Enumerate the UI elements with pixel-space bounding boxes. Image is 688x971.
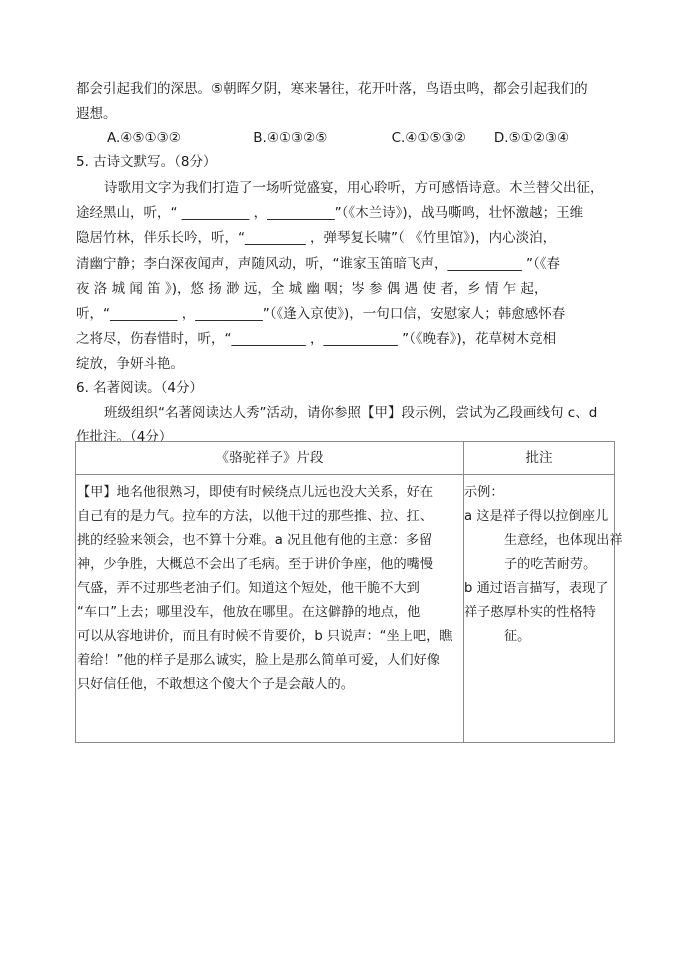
annotation-line: 子的吃苦耐劳。 (504, 557, 597, 572)
annotation-cell (464, 475, 623, 743)
text-line: 清幽宁静；李白深夜闻声，声随风动，听，“谁家玉笛暗飞声，___________ ”（《春 (76, 256, 561, 272)
option-b: B.④①③②⑤ (253, 130, 328, 146)
excerpt-line: 神，少争胜，大概总不会出了毛病。至于讲价争座，他的嘴慢 (77, 557, 434, 572)
annotation-line: 示例： (464, 485, 504, 500)
excerpt-line: 挑的经验来领会，也不算十分难。a 况且他有他的主意：多留 (77, 533, 433, 548)
text-line: 途经黑山，听，“ __________ ，__________”（《木兰诗》)，战马嘶鸣，壮怀激越；王维 (76, 205, 584, 221)
table-header-annotation: 批注 (464, 442, 615, 475)
text-line: 隐居竹林，伴乐长吟，听，“_________ ，弹琴复长啸”（ 《竹里馆》)，内心淡泊， (76, 230, 557, 246)
excerpt-line: 只好信任他，不敢想这个傻大个子是会敲人的。 (77, 677, 354, 692)
answer-options (107, 128, 569, 148)
text-line: 诗歌用文字为我们打造了一场听觉盛宴，用心聆听，方可感悟诗意。木兰替父出征， (104, 180, 604, 196)
excerpt-line: 气盛，弄不过那些老油子们。知道这个短处，他干脆不大到 (77, 581, 420, 596)
option-a: A.④⑤①③② (107, 130, 181, 146)
text-line: 听，“__________ ，__________”（《逢入京使》)，一句口信，安慰家人；韩愈感怀春 (76, 306, 566, 322)
text-line: 班级组织“名著阅读达人秀”活动，请你参照【甲】段示例，尝试为乙段画线句 c、d (104, 405, 598, 421)
text-line: 夜 洛 城 闻 笛 》)，悠 扬 渺 远，全 城 幽 咽；岑 参 偶 遇 使 者，乡 情 乍 起， (76, 281, 548, 297)
option-d: D.⑤①②③④ (493, 130, 570, 146)
text-line: 之将尽，伤春惜时，听，“___________ ，___________ ”（《晚春》)，花草树木竞相 (76, 331, 557, 347)
annotation-line: a 这是祥子得以拉倒座儿 (464, 509, 609, 524)
annotation-line: b 通过语言描写，表现了 (464, 581, 609, 596)
annotation-line: 祥子憨厚朴实的性格特 (464, 605, 596, 620)
text-line: 遐想。 (76, 106, 117, 122)
excerpt-line: 【甲】地名他很熟习，即使有时候绕点儿远也没大关系，好在 (77, 485, 434, 500)
text-line: 绽放，争妍斗艳。 (76, 356, 184, 372)
table-header-excerpt: 《骆驼祥子》片段 (76, 442, 464, 475)
annotation-line: 征。 (504, 629, 531, 644)
excerpt-line: “车口”上去；哪里没车，他放在哪里。在这僻静的地点，他 (77, 605, 421, 620)
annotation-table (75, 441, 623, 743)
excerpt-line: 自己有的是力气。拉车的方法，以他干过的那些推、拉、扛、 (77, 509, 434, 524)
excerpt-line: 着给！”他的样子是那么诚实，脸上是那么简单可爱，人们好像 (77, 653, 440, 668)
text-line: 都会引起我们的深思。⑤朝晖夕阴，寒来暑往，花开叶落，鸟语虫鸣，都会引起我们的 (76, 81, 588, 97)
excerpt-line: 可以从容地讲价，而且有时候不肯要价，b 只说声：“坐上吧，瞧 (77, 629, 453, 644)
annotation-line: 生意经，也体现出祥 (504, 533, 623, 548)
question-6-heading: 6. 名著阅读。（4分） (76, 380, 204, 396)
question-5-heading: 5. 古诗文默写。（8分） (76, 154, 217, 170)
option-c: C.④①⑤③② (391, 130, 466, 146)
excerpt-cell (76, 475, 464, 743)
text-line: 作批注。（4分） (76, 429, 173, 445)
